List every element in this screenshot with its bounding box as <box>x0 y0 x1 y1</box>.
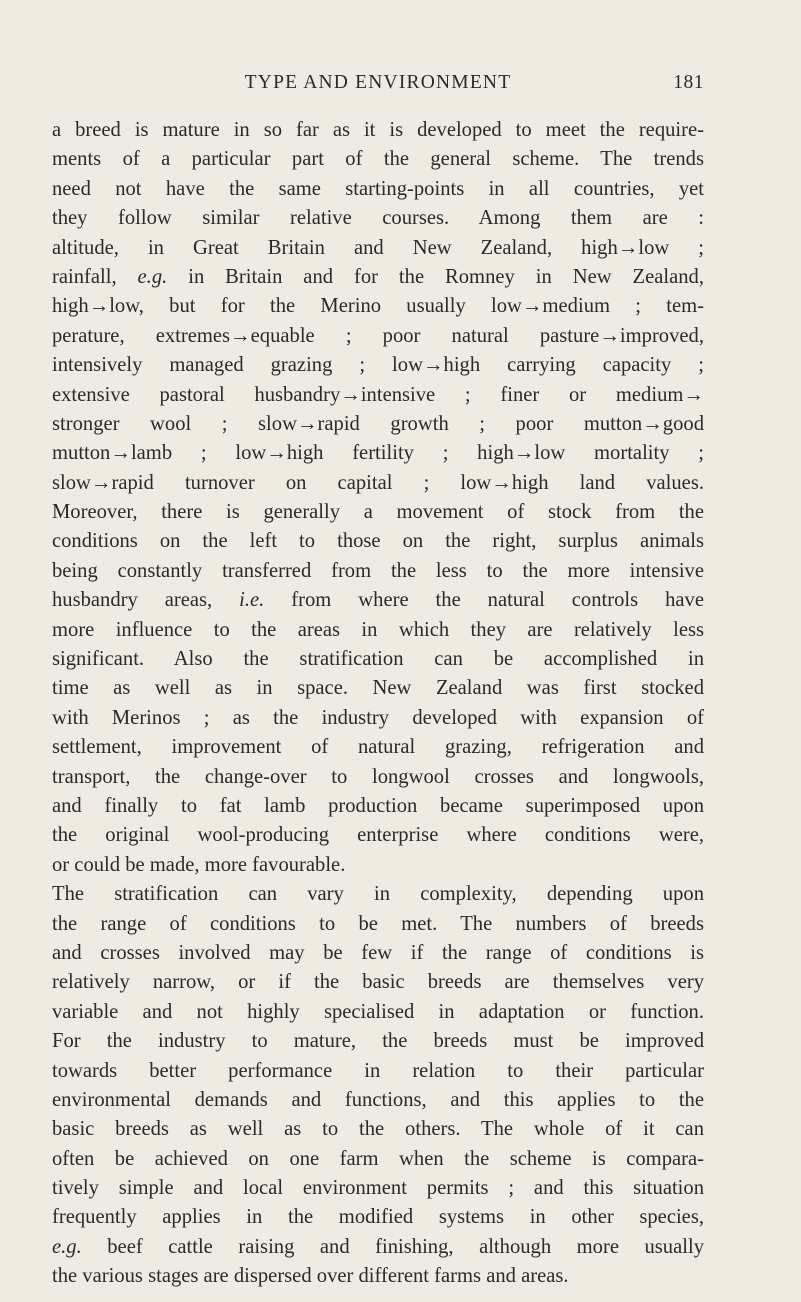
running-head <box>52 70 704 100</box>
text-line: tively simple and local environment permits ; and this situation <box>52 1177 704 1200</box>
text-line: relatively narrow, or if the basic breeds are themselves very <box>52 971 704 994</box>
text-line: settlement, improvement of natural grazing, refrigeration and <box>52 736 704 759</box>
text-line: conditions on the left to those on the right, surplus animals <box>52 530 704 553</box>
text-line: towards better performance in relation to their particular <box>52 1059 704 1082</box>
text-line: husbandry areas, i.e. from where the natural controls have <box>52 589 704 612</box>
text-line: and finally to fat lamb production became superimposed upon <box>52 794 704 817</box>
text-line: intensively managed grazing ; low→high carrying capacity ; <box>52 354 704 377</box>
body-text <box>52 116 704 1292</box>
text-line: significant. Also the stratification can be accomplished in <box>52 648 704 671</box>
text-line: slow→rapid turnover on capital ; low→high land values. <box>52 471 704 494</box>
text-line: with Merinos ; as the industry developed with expansion of <box>52 706 704 729</box>
text-line: more influence to the areas in which they are relatively less <box>52 618 704 641</box>
text-line: e.g. beef cattle raising and finishing, although more usually <box>52 1235 704 1258</box>
text-line: Moreover, there is generally a movement of stock from the <box>52 501 704 524</box>
text-line: perature, extremes→equable ; poor natural pasture→improved, <box>52 324 704 347</box>
text-line: or could be made, more favourable. <box>52 853 346 876</box>
text-line: the various stages are dispersed over different farms and areas. <box>52 1265 569 1288</box>
text-line: a breed is mature in so far as it is developed to meet the require- <box>52 119 704 141</box>
text-line: rainfall, e.g. in Britain and for the Romney in New Zealand, <box>52 265 704 288</box>
text-line: frequently applies in the modified systems in other species, <box>52 1206 704 1229</box>
text-line: often be achieved on one farm when the scheme is compara- <box>52 1147 704 1170</box>
text-line: the range of conditions to be met. The numbers of breeds <box>52 912 704 935</box>
text-line: the original wool-producing enterprise where conditions were, <box>52 824 704 847</box>
text-line: high→low, but for the Merino usually low→medium ; tem- <box>52 295 704 318</box>
text-line: being constantly transferred from the less to the more intensive <box>52 559 704 582</box>
text-line: time as well as in space. New Zealand was first stocked <box>52 677 704 700</box>
text-line: For the industry to mature, the breeds must be improved <box>52 1030 704 1053</box>
text-line: need not have the same starting-points in all countries, yet <box>52 177 704 200</box>
page-number: 181 <box>673 72 704 93</box>
running-title: TYPE AND ENVIRONMENT <box>244 72 512 93</box>
text-line: mutton→lamb ; low→high fertility ; high→low mortality ; <box>52 442 704 465</box>
text-line: they follow similar relative courses. Among them are : <box>52 207 704 230</box>
text-line: extensive pastoral husbandry→intensive ; finer or medium→ <box>52 383 704 406</box>
text-line: environmental demands and functions, and this applies to the <box>52 1088 704 1111</box>
text-line: variable and not highly specialised in adaptation or function. <box>52 1000 704 1023</box>
text-line: The stratification can vary in complexity, depending upon <box>52 883 704 906</box>
text-line: and crosses involved may be few if the range of conditions is <box>52 941 704 964</box>
text-line: altitude, in Great Britain and New Zealand, high→low ; <box>52 236 704 259</box>
text-line: transport, the change-over to longwool crosses and longwools, <box>52 765 704 788</box>
text-line: stronger wool ; slow→rapid growth ; poor mutton→good <box>52 412 704 435</box>
text-line: basic breeds as well as to the others. The whole of it can <box>52 1118 704 1141</box>
text-line: ments of a particular part of the general scheme. The trends <box>52 148 704 171</box>
